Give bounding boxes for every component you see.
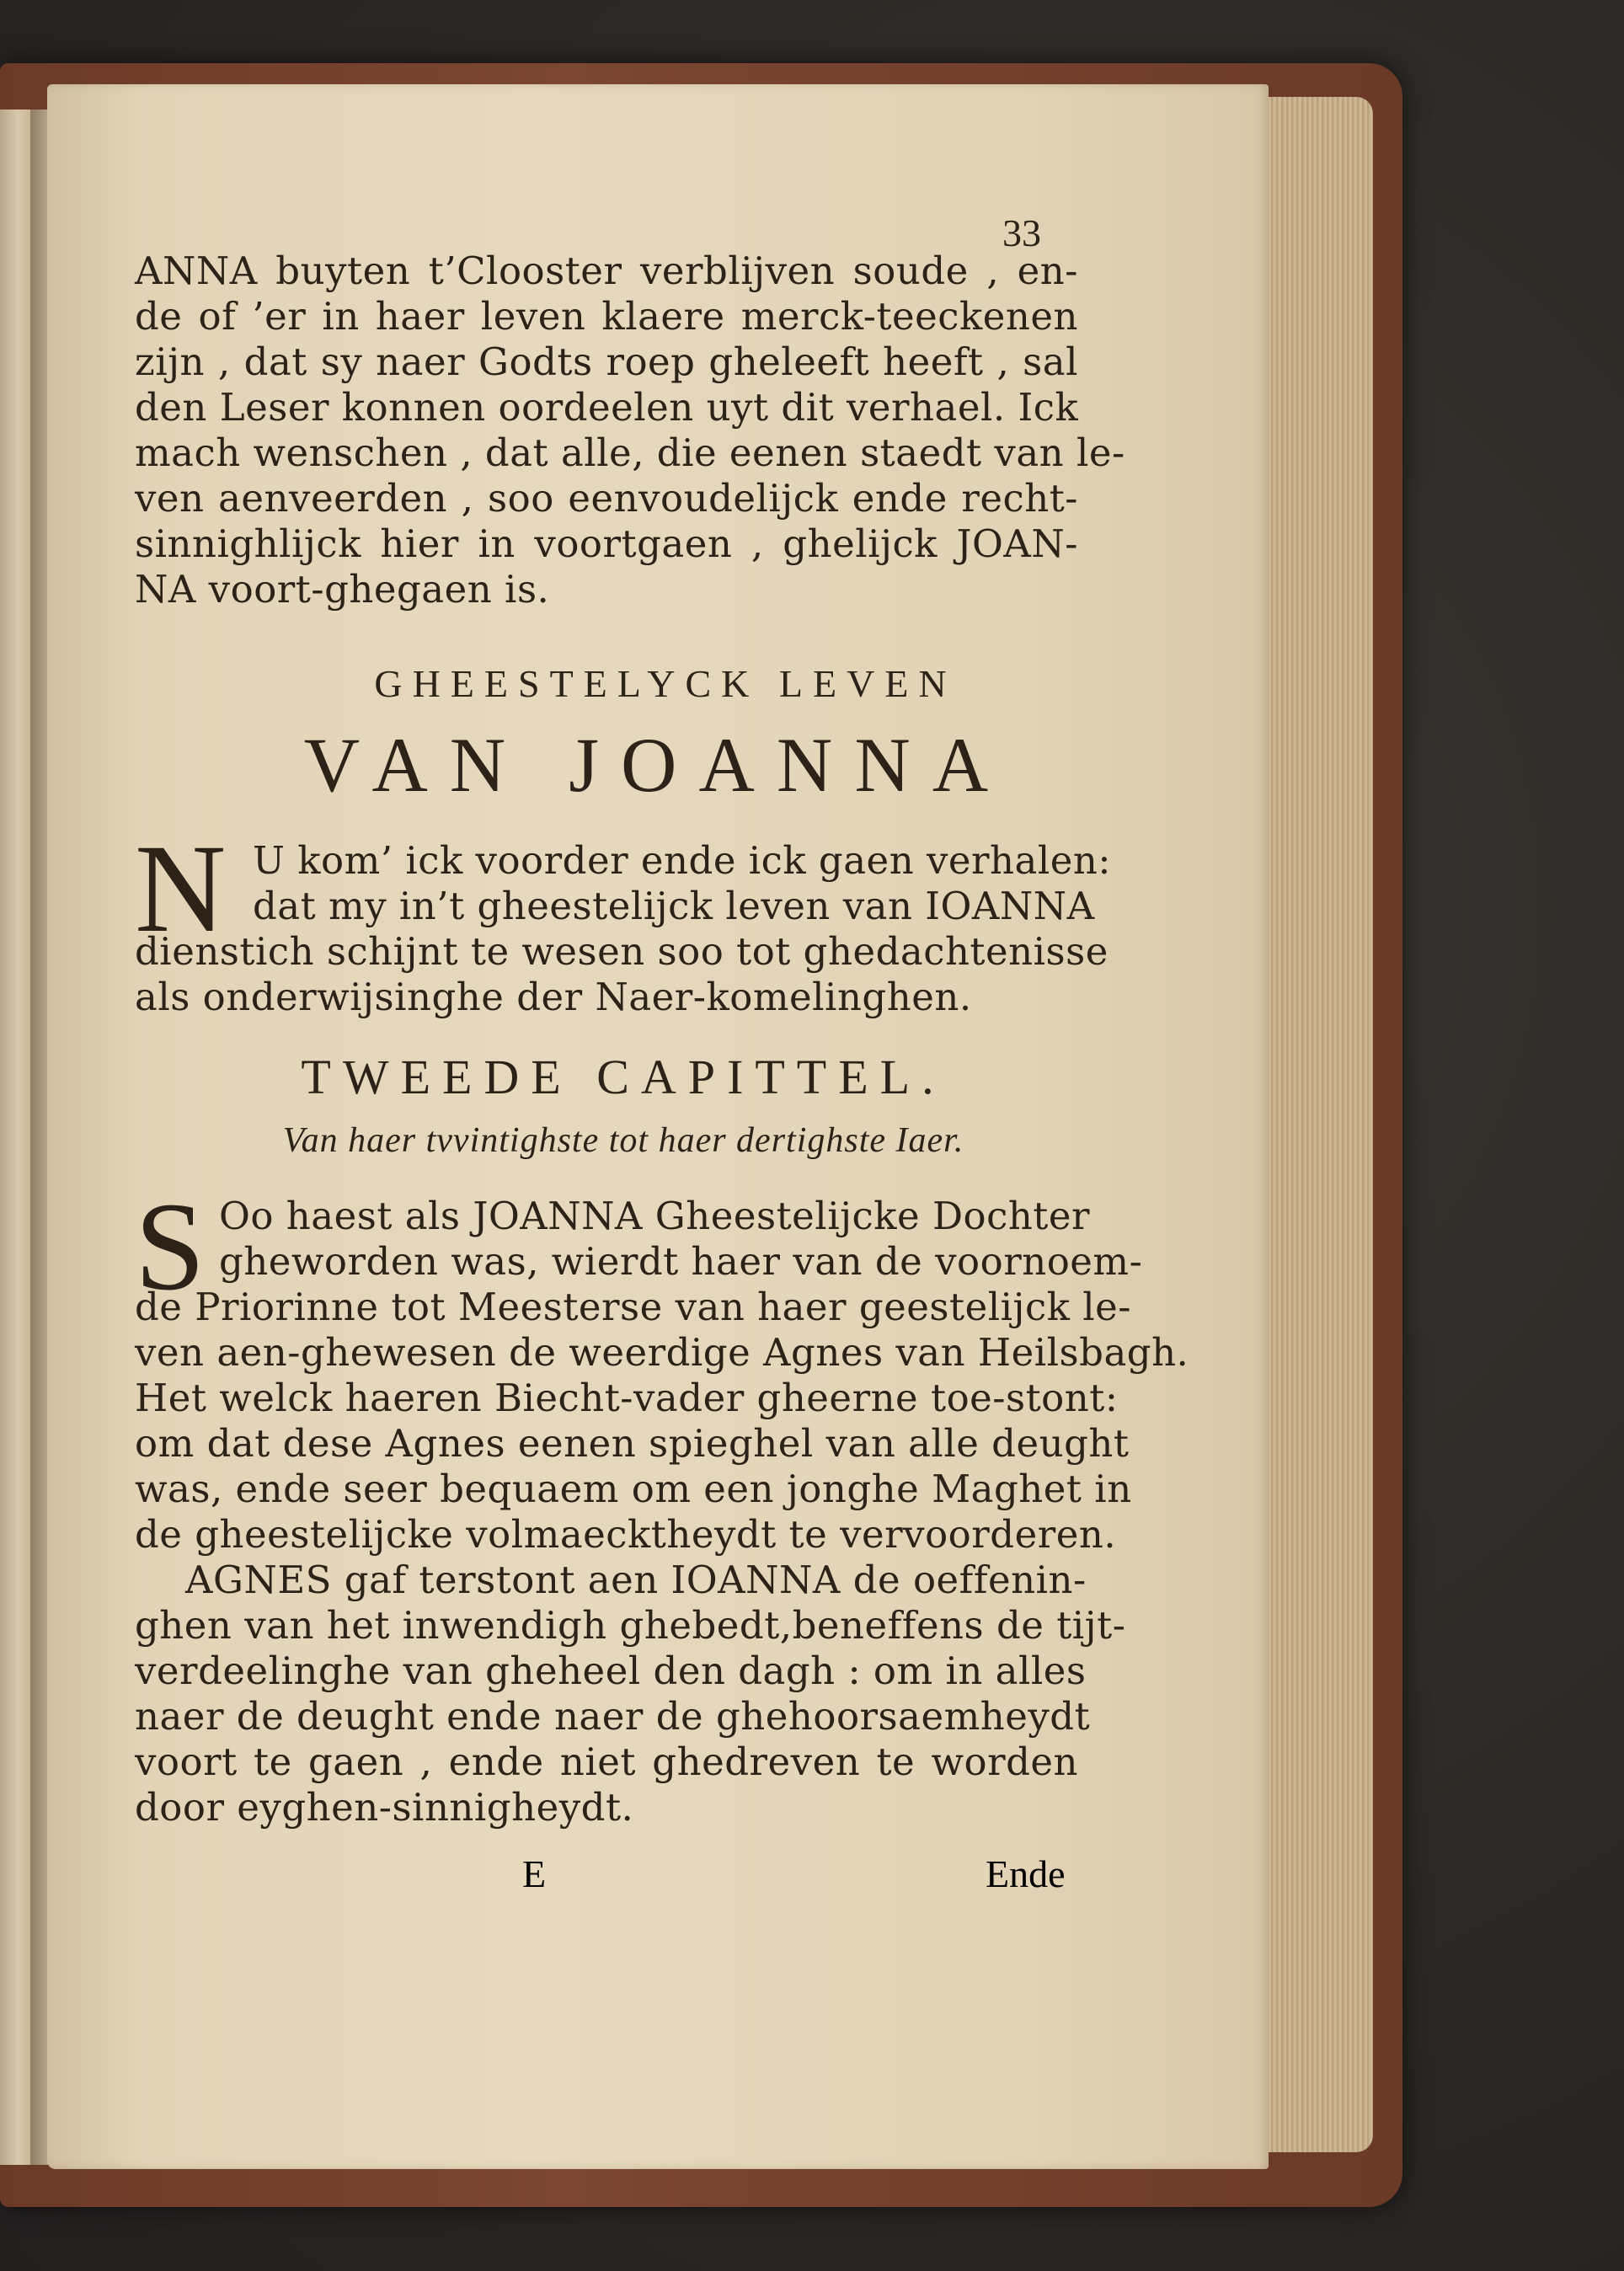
text-line: de of ’er in haer leven klaere merck-teeckenen [135, 294, 1078, 339]
text-line: zijn , dat sy naer Godts roep gheleeft heeft , sal [135, 339, 1078, 384]
left-page-edge [0, 110, 32, 2165]
text-line: U kom’ ick voorder ende ick gaen verhalen: [253, 838, 1112, 883]
text-line: ven aenveerden , soo eenvoudelijck ende recht- [135, 476, 1078, 521]
text-line: ghen van het inwendigh ghebedt,beneffens de tijt- [135, 1603, 1126, 1648]
text-line: Het welck haeren Biecht-vader gheerne toe-stont: [135, 1376, 1119, 1420]
text-line: dat my in’t gheestelijck leven van IOANNA [253, 884, 1095, 928]
text-line: gheworden was, wierdt haer van de voornoem- [219, 1239, 1143, 1284]
text-line: verdeelinghe van gheheel den dagh : om in alles [135, 1648, 1087, 1693]
text-line: dienstich schijnt te wesen soo tot ghedachtenisse [135, 929, 1108, 974]
catchword: Ende [986, 1852, 1066, 1895]
text-line: om dat dese Agnes eenen spieghel van alle deught [135, 1421, 1130, 1466]
chapter-title: TWEEDE CAPITTEL. [301, 1050, 946, 1104]
text-line: naer de deught ende naer de ghehoorsaemheydt [135, 1694, 1091, 1739]
dropcap: S [135, 1177, 206, 1317]
text-line: door eyghen-sinnigheydt. [135, 1785, 634, 1830]
section-heading-small: GHEESTELYCK LEVEN [374, 662, 957, 705]
text-line: den Leser konnen oordeelen uyt dit verhael. Ick [135, 385, 1079, 430]
text-line: NA voort-ghegaen is. [135, 567, 550, 612]
text-line: sinnighlijck hier in voortgaen , ghelijck JOAN- [135, 521, 1078, 566]
text-line: was, ende seer bequaem om een jonghe Maghet in [135, 1467, 1132, 1511]
fore-edge [1263, 97, 1373, 2152]
text-line: de Priorinne tot Meesterse van haer geestelijck le- [135, 1285, 1131, 1329]
text-line: voort te gaen , ende niet ghedreven te worden [135, 1739, 1078, 1784]
text-line: de gheestelijcke volmaecktheydt te vervoorderen. [135, 1512, 1117, 1557]
text-line: ANNA buyten t’Clooster verblijven soude , en- [135, 248, 1078, 293]
text-line: ven aen-ghewesen de weerdige Agnes van Heilsbagh. [135, 1330, 1189, 1375]
text-line: Oo haest als JOANNA Gheestelijcke Dochter [219, 1194, 1091, 1238]
signature-mark: E [522, 1852, 547, 1895]
text-line: AGNES gaf terstont aen IOANNA de oeffenin- [185, 1558, 1087, 1602]
section-heading-big: VAN JOANNA [303, 722, 1011, 808]
text-line: als onderwijsinghe der Naer-komelinghen. [135, 975, 972, 1019]
page-number: 33 [1002, 211, 1041, 254]
dropcap: N [135, 819, 227, 959]
chapter-subtitle: Van haer tvvintighste tot haer dertighste Iaer. [282, 1121, 964, 1160]
text-line: mach wenschen , dat alle, die eenen staedt van le- [135, 430, 1125, 475]
